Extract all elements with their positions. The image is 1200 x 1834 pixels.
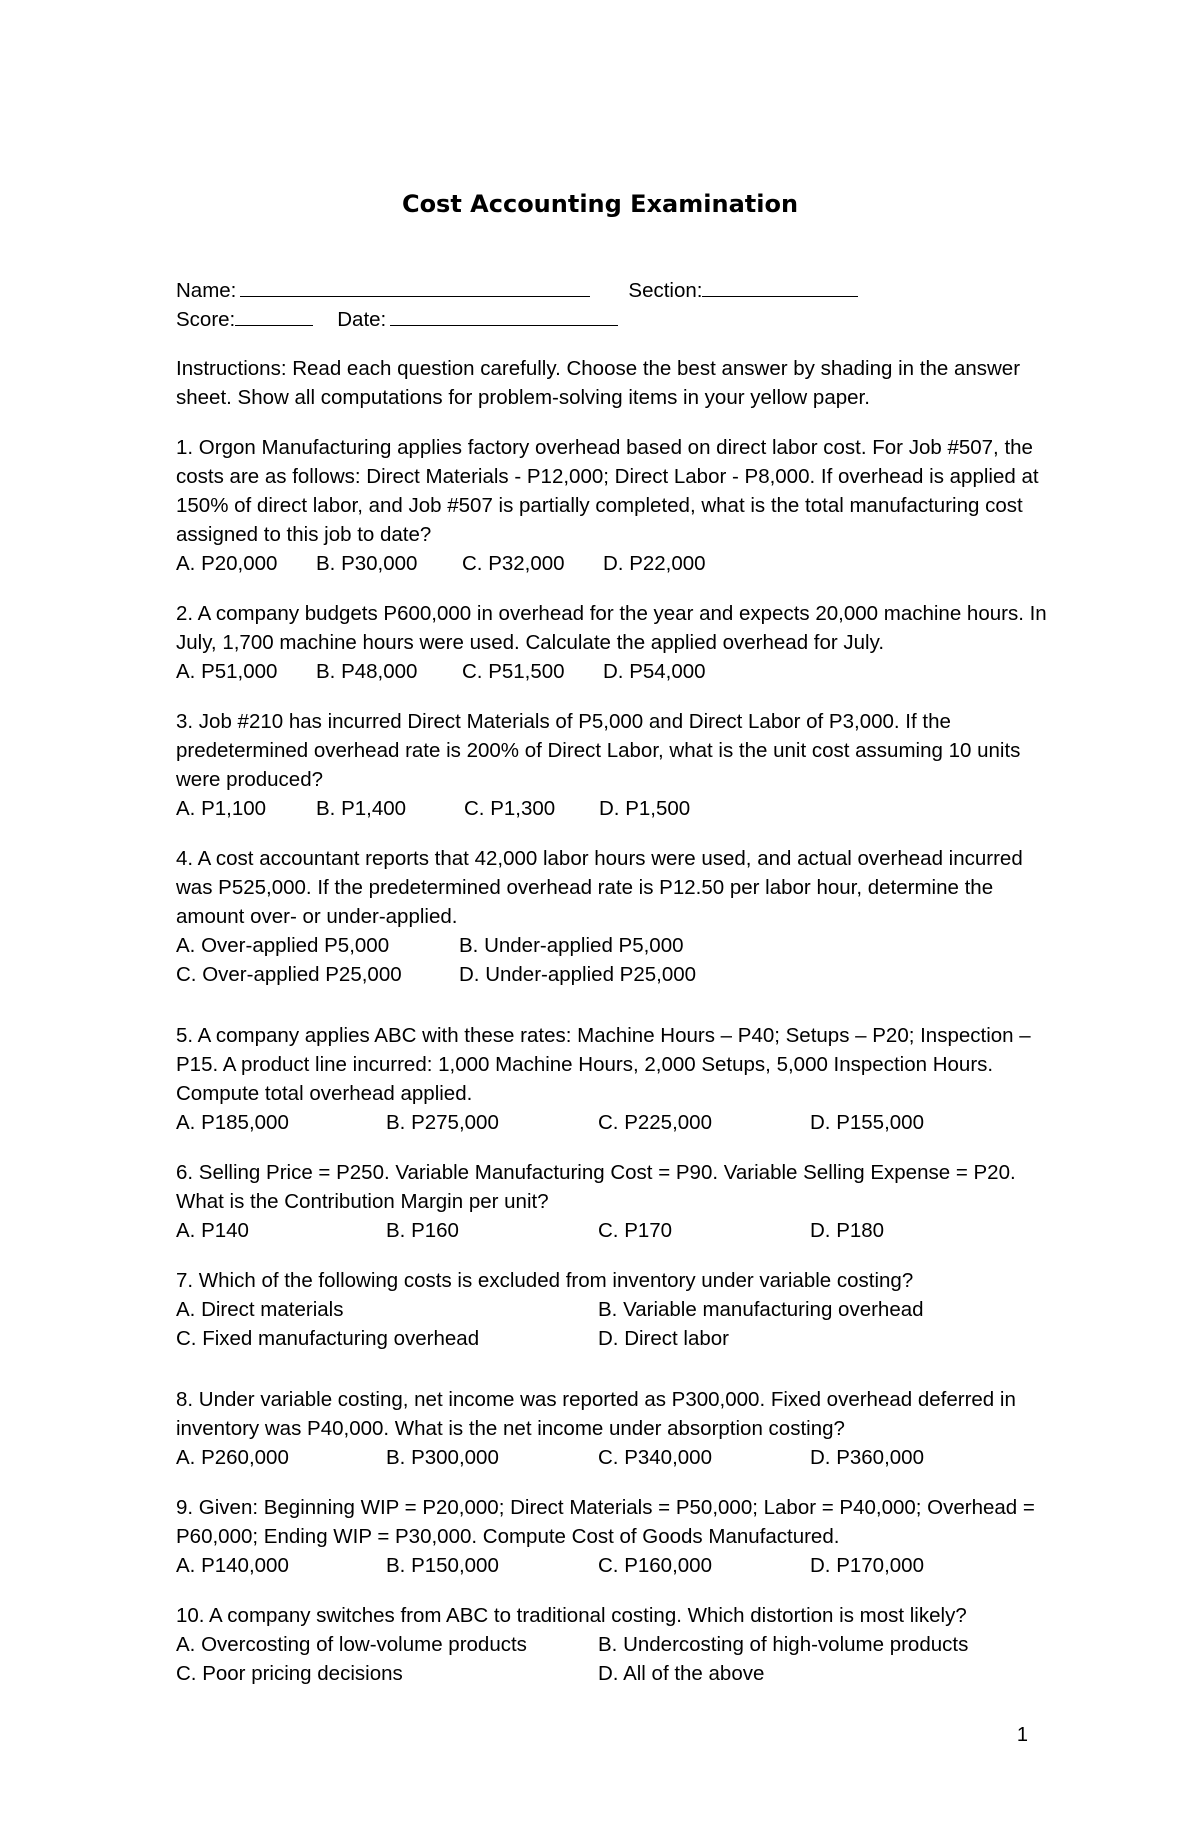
question-options [176,1295,1056,1324]
option-d[interactable]: D. P180 [810,1219,885,1242]
option-b[interactable]: B. Undercosting of high-volume products [598,1633,969,1656]
question-text: 2. A company budgets P600,000 in overhead for the year and expects 20,000 machine hours. In July, 1,700 machine hours were used. Calculate the applied overhead for July. [176,602,1047,654]
question-text: 7. Which of the following costs is excluded from inventory under variable costing? [176,1269,914,1292]
question-options [176,1324,1056,1353]
option-b[interactable]: B. P30,000 [316,552,418,575]
question-text: 9. Given: Beginning WIP = P20,000; Direct Materials = P50,000; Labor = P40,000; Overhead = P60,000; Ending WIP = P30,000. Compute Cost of Goods Manufactured. [176,1496,1035,1548]
option-c[interactable]: C. P32,000 [462,552,565,575]
option-c[interactable]: C. Fixed manufacturing overhead [176,1327,480,1350]
question-10 [176,1601,1056,1688]
option-b[interactable]: B. P150,000 [386,1554,499,1577]
option-c[interactable]: C. P51,500 [462,660,565,683]
question-options [176,1443,1056,1472]
section-label: Section: [628,279,703,302]
question-1 [176,433,1056,578]
option-c[interactable]: C. P170 [598,1219,673,1242]
option-a[interactable]: A. P140,000 [176,1554,289,1577]
question-8 [176,1385,1056,1472]
question-text: 1. Orgon Manufacturing applies factory overhead based on direct labor cost. For Job #507, the costs are as follows: Direct Materials - P12,000; Direct Labor - P8,000. If overhead is applied at 150% of direct labor, and Job #507 is partially completed, what is the total manufacturing cost assigned to this job to date? [176,436,1039,546]
option-d[interactable]: D. P54,000 [603,660,706,683]
question-options [176,794,1056,823]
header-line-1 [176,276,1056,305]
score-label: Score: [176,308,236,331]
question-text: 6. Selling Price = P250. Variable Manufacturing Cost = P90. Variable Selling Expense = P20. What is the Contribution Margin per unit? [176,1161,1016,1213]
option-a[interactable]: A. Direct materials [176,1298,344,1321]
option-b[interactable]: B. P48,000 [316,660,418,683]
header-line-2 [176,305,1056,334]
question-7 [176,1266,1056,1353]
question-options [176,549,1056,578]
page-title: Cost Accounting Examination [401,190,799,218]
page-number: 1 [1016,1724,1028,1746]
date-blank[interactable] [390,305,618,326]
option-d[interactable]: D. P360,000 [810,1446,924,1469]
option-c[interactable]: C. P340,000 [598,1446,712,1469]
exam-content [176,276,1056,1688]
option-d[interactable]: D. All of the above [598,1662,765,1685]
question-options [176,657,1056,686]
question-6 [176,1158,1056,1245]
score-blank[interactable] [235,305,313,326]
option-c[interactable]: C. P225,000 [598,1111,712,1134]
option-a[interactable]: A. P260,000 [176,1446,289,1469]
question-options [176,1659,1056,1688]
option-d[interactable]: D. P1,500 [599,797,691,820]
date-label: Date: [337,308,387,331]
question-text: 10. A company switches from ABC to traditional costing. Which distortion is most likely? [176,1604,967,1627]
instructions: Instructions: Read each question carefully. Choose the best answer by shading in the answer sheet. Show all computations for problem-solving items in your yellow paper. [176,357,1021,409]
option-d[interactable]: D. Direct labor [598,1327,730,1350]
name-label: Name: [176,279,237,302]
option-d[interactable]: D. Under-applied P25,000 [459,963,697,986]
question-text: 4. A cost accountant reports that 42,000 labor hours were used, and actual overhead incurred was P525,000. If the predetermined overhead rate is P12.50 per labor hour, determine the amount over- or under-applied. [176,847,1023,928]
question-text: 5. A company applies ABC with these rates: Machine Hours – P40; Setups – P20; Inspection – P15. A product line incurred: 1,000 Machine Hours, 2,000 Setups, 5,000 Inspection Hours. Compute total overhead applied. [176,1024,1031,1105]
option-b[interactable]: B. Under-applied P5,000 [459,934,684,957]
question-5 [176,1021,1056,1137]
question-options [176,1630,1056,1659]
option-c[interactable]: C. Over-applied P25,000 [176,963,402,986]
option-a[interactable]: A. P1,100 [176,797,267,820]
name-blank[interactable] [240,276,590,297]
option-b[interactable]: B. P275,000 [386,1111,499,1134]
option-d[interactable]: D. P155,000 [810,1111,924,1134]
option-c[interactable]: C. P160,000 [598,1554,712,1577]
question-9 [176,1493,1056,1580]
option-a[interactable]: A. P20,000 [176,552,278,575]
question-options [176,1108,1056,1137]
option-d[interactable]: D. P170,000 [810,1554,924,1577]
question-text: 3. Job #210 has incurred Direct Materials of P5,000 and Direct Labor of P3,000. If the predetermined overhead rate is 200% of Direct Labor, what is the unit cost assuming 10 units were produced? [176,710,1021,791]
question-2 [176,599,1056,686]
option-a[interactable]: A. P51,000 [176,660,278,683]
question-options [176,1551,1056,1580]
question-options [176,960,1056,989]
question-text: 8. Under variable costing, net income was reported as P300,000. Fixed overhead deferred in inventory was P40,000. What is the net income under absorption costing? [176,1388,1016,1440]
section-blank[interactable] [702,276,858,297]
option-a[interactable]: A. P140 [176,1219,249,1242]
option-b[interactable]: B. P160 [386,1219,459,1242]
option-a[interactable]: A. Over-applied P5,000 [176,934,390,957]
option-c[interactable]: C. Poor pricing decisions [176,1662,403,1685]
option-c[interactable]: C. P1,300 [464,797,556,820]
question-3 [176,707,1056,823]
option-b[interactable]: B. P1,400 [316,797,407,820]
option-d[interactable]: D. P22,000 [603,552,706,575]
option-a[interactable]: A. P185,000 [176,1111,289,1134]
question-options [176,931,1056,960]
question-4 [176,844,1056,989]
question-options [176,1216,1056,1245]
option-a[interactable]: A. Overcosting of low-volume products [176,1633,527,1656]
option-b[interactable]: B. Variable manufacturing overhead [598,1298,924,1321]
option-b[interactable]: B. P300,000 [386,1446,499,1469]
